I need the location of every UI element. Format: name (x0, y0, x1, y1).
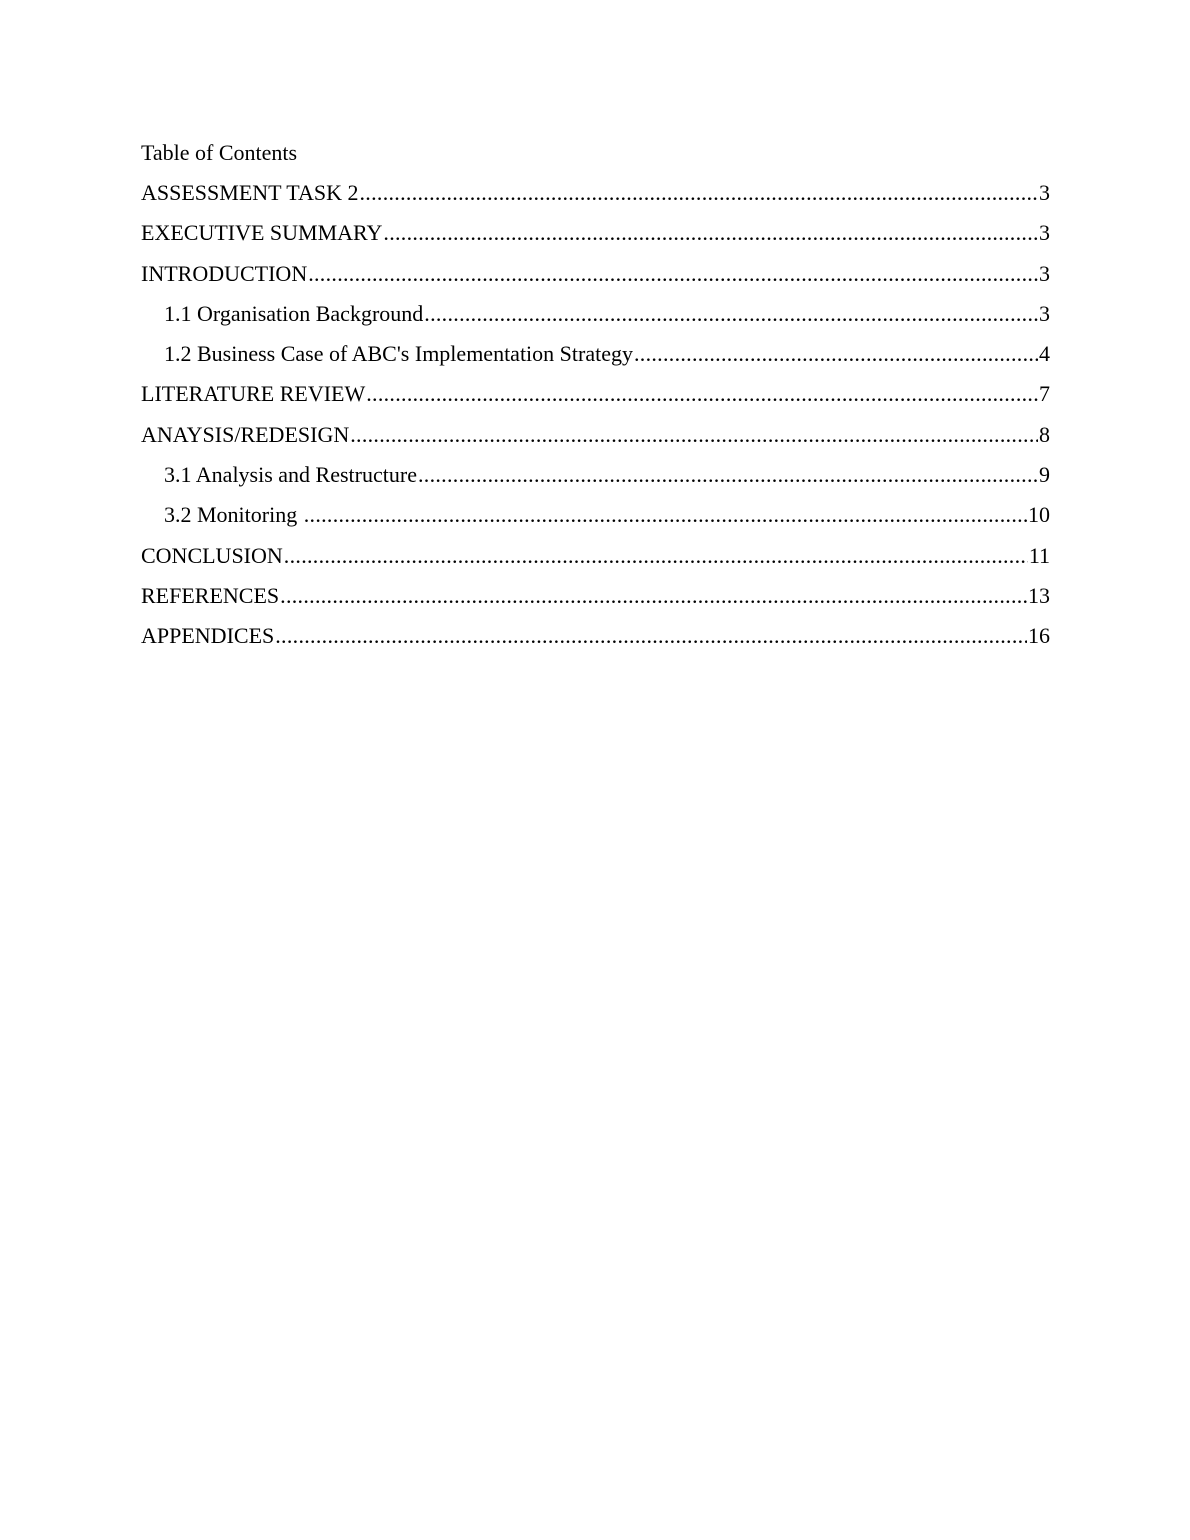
toc-entry-business-case[interactable] (141, 339, 1050, 379)
toc-page-number: 8 (1039, 421, 1050, 447)
toc-entry-organisation-background[interactable] (141, 299, 1050, 339)
toc-entry-text: EXECUTIVE SUMMARY (141, 220, 383, 246)
toc-dot-leader (418, 460, 1038, 490)
toc-page-number: 3 (1039, 260, 1050, 286)
toc-title: Table of Contents (141, 140, 298, 165)
toc-entry-literature-review[interactable] (141, 379, 1050, 419)
toc-page-number: 13 (1028, 582, 1050, 608)
toc-page-number: 16 (1028, 623, 1050, 649)
toc-dot-leader (308, 259, 1038, 289)
toc-page-number: 3 (1039, 220, 1050, 246)
toc-list (141, 178, 1050, 662)
toc-page-number: 9 (1039, 462, 1050, 488)
toc-dot-leader (360, 178, 1039, 208)
toc-page-number: 3 (1039, 180, 1050, 205)
toc-entry-text: ANAYSIS/REDESIGN (141, 421, 350, 447)
toc-dot-leader (304, 500, 1027, 530)
toc-entry-conclusion[interactable] (141, 541, 1050, 581)
toc-page-number: 4 (1039, 341, 1050, 367)
toc-entry-analysis-and-restructure[interactable] (141, 460, 1050, 500)
toc-dot-leader (280, 581, 1027, 611)
toc-entry-introduction[interactable] (141, 259, 1050, 299)
toc-page-number: 10 (1028, 502, 1050, 528)
toc-entry-executive-summary[interactable] (141, 218, 1050, 258)
toc-dot-leader (284, 541, 1028, 571)
toc-entry-analysis-redesign[interactable] (141, 420, 1050, 460)
toc-dot-leader (366, 379, 1038, 409)
toc-entry-text: INTRODUCTION (141, 260, 308, 286)
toc-entry-monitoring[interactable] (141, 500, 1050, 540)
toc-entry-assessment-task-2[interactable] (141, 178, 1050, 218)
toc-entry-text: 3.1 Analysis and Restructure (164, 462, 417, 488)
toc-entry-text: REFERENCES (141, 582, 280, 608)
toc-dot-leader (383, 218, 1038, 248)
toc-entry-text: APPENDICES (141, 623, 275, 649)
toc-entry-references[interactable] (141, 581, 1050, 621)
toc-entry-text: ASSESSMENT TASK 2 (141, 180, 359, 205)
toc-entry-text: 1.1 Organisation Background (164, 300, 424, 326)
toc-page-number: 3 (1039, 300, 1050, 326)
toc-entry-text: 3.2 Monitoring (164, 502, 303, 528)
toc-dot-leader (634, 339, 1038, 369)
table-of-contents (141, 138, 1050, 662)
toc-dot-leader (424, 299, 1038, 329)
toc-entry-text: CONCLUSION (141, 542, 283, 568)
toc-dot-leader (350, 420, 1038, 450)
toc-page-number: 7 (1039, 381, 1050, 407)
toc-entry-text: 1.2 Business Case of ABC's Implementation Strategy (164, 341, 633, 367)
toc-entry-appendices[interactable] (141, 621, 1050, 661)
toc-dot-leader (275, 621, 1027, 651)
toc-entry-text: LITERATURE REVIEW (141, 381, 366, 407)
toc-page-number: 11 (1028, 542, 1050, 568)
